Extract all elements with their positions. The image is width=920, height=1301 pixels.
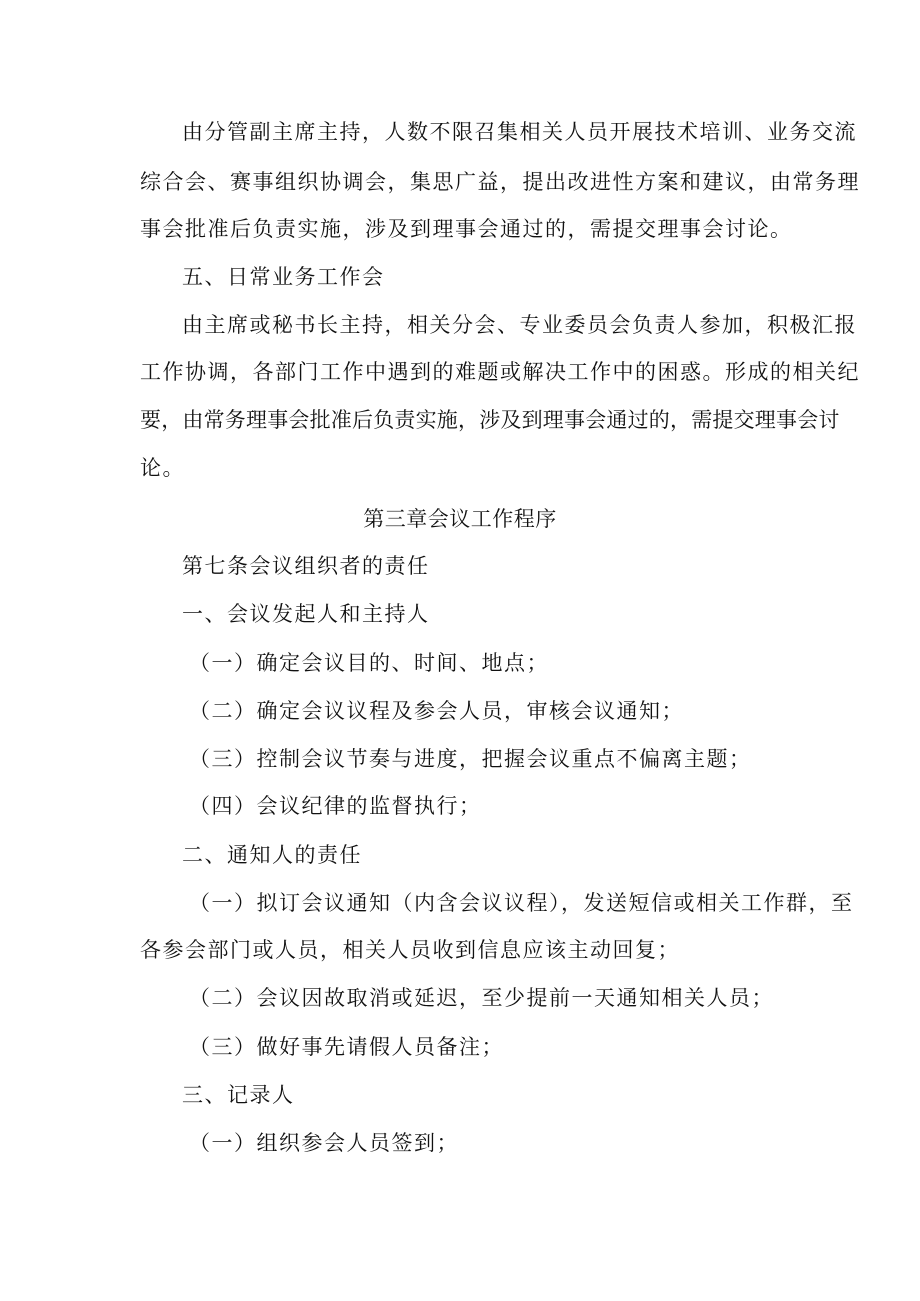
list-item: （一）拟订会议通知（内含会议议程），发送短信或相关工作群，至 — [189, 891, 854, 915]
list-item: （一）组织参会人员签到； — [189, 1131, 459, 1155]
section-heading: 二、通知人的责任 — [182, 843, 362, 867]
paragraph-line: 要，由常务理事会批准后负责实施，涉及到理事会通过的，需提交理事会讨 — [140, 408, 840, 432]
paragraph-line: 由主席或秘书长主持，相关分会、专业委员会负责人参加，积极汇报 — [182, 313, 857, 337]
section-heading: 五、日常业务工作会 — [182, 265, 385, 289]
list-item-continuation: 各参会部门或人员，相关人员收到信息应该主动回复； — [140, 938, 680, 962]
article-heading: 第七条会议组织者的责任 — [182, 554, 430, 578]
section-heading: 一、会议发起人和主持人 — [182, 602, 430, 626]
list-item: （二）确定会议议程及参会人员，审核会议通知； — [189, 699, 684, 723]
list-item: （三）做好事先请假人员备注； — [189, 1035, 504, 1059]
list-item: （一）确定会议目的、时间、地点； — [189, 651, 549, 675]
list-item: （二）会议因故取消或延迟，至少提前一天通知相关人员； — [189, 986, 774, 1010]
paragraph-line: 由分管副主席主持，人数不限召集相关人员开展技术培训、业务交流 — [182, 120, 857, 144]
paragraph-line: 事会批准后负责实施，涉及到理事会通过的，需提交理事会讨论。 — [140, 217, 793, 241]
chapter-title: 第三章会议工作程序 — [363, 507, 557, 531]
section-heading: 三、记录人 — [182, 1083, 295, 1107]
list-item: （四）会议纪律的监督执行； — [189, 794, 482, 818]
list-item: （三）控制会议节奏与进度，把握会议重点不偏离主题； — [189, 747, 752, 771]
paragraph-line: 论。 — [140, 456, 185, 480]
paragraph-line: 工作协调，各部门工作中遇到的难题或解决工作中的困惑。形成的相关纪 — [140, 360, 860, 384]
paragraph-line: 综合会、赛事组织协调会，集思广益，提出改进性方案和建议，由常务理 — [140, 170, 860, 194]
